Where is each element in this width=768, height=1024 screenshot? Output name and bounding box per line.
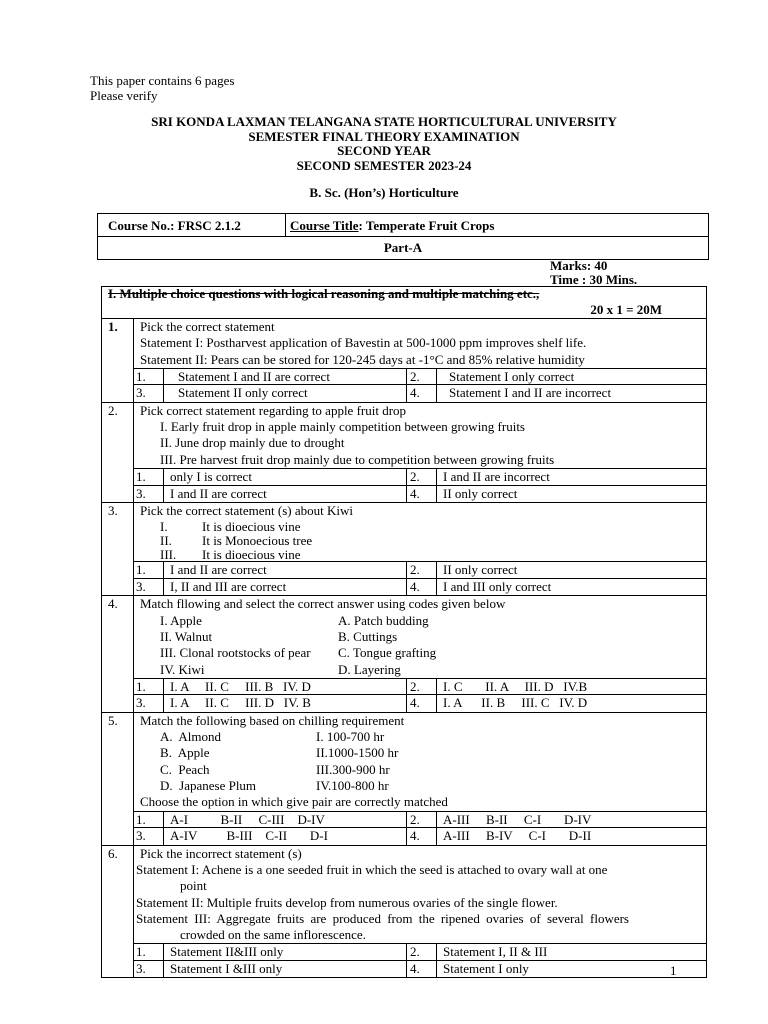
statement-line: III. Pre harvest fruit drop mainly due to competition between growing fruits xyxy=(160,451,555,467)
option-number: 1. xyxy=(134,369,164,385)
pages-count-note: This paper contains 6 pages xyxy=(90,73,235,88)
option-text: I and II are incorrect xyxy=(443,469,550,485)
option-text: Statement I, II & III xyxy=(443,944,548,960)
question-3 xyxy=(102,503,706,596)
options-grid xyxy=(134,368,706,402)
exam-name: SEMESTER FINAL THEORY EXAMINATION xyxy=(248,128,520,144)
question-number: 3. xyxy=(102,503,134,595)
option-number: 4. xyxy=(407,385,437,402)
course-number: Course No.: FRSC 2.1.2 xyxy=(98,214,286,236)
option-number: 2. xyxy=(407,812,437,828)
course-title-label: Course Title xyxy=(290,218,359,233)
option-text: Statement II only correct xyxy=(164,385,407,402)
option-text: I and III only correct xyxy=(443,578,552,594)
option-text: A-IV B-III C-II D-I xyxy=(164,828,407,845)
option-number: 1. xyxy=(134,812,164,828)
question-stem: Pick the correct statement xyxy=(140,319,275,334)
options-grid xyxy=(134,561,706,595)
course-info-table xyxy=(97,213,709,260)
section-title: I. Multiple choice questions with logical reasoning and multiple matching etc., xyxy=(108,286,540,301)
course-title-value: : Temperate Fruit Crops xyxy=(358,218,495,233)
question-number: 4. xyxy=(102,596,134,711)
statement-line: I. It is dioecious vine xyxy=(160,519,301,535)
option-text: II only correct xyxy=(443,562,518,578)
university-name: SRI KONDA LAXMAN TELANGANA STATE HORTICULTURAL UNIVERSITY xyxy=(151,114,617,129)
questions-table xyxy=(101,286,707,978)
statement-line: point xyxy=(180,878,207,894)
option-number: 3. xyxy=(134,486,164,503)
option-number: 1. xyxy=(134,562,164,578)
statement-line: III. It is dioecious vine xyxy=(160,547,301,563)
semester-label: SECOND SEMESTER 2023-24 xyxy=(296,157,472,173)
option-number: 4. xyxy=(407,828,437,845)
question-4 xyxy=(102,596,706,712)
statement-line: I. Early fruit drop in apple mainly competition between growing fruits xyxy=(160,419,525,435)
option-number: 3. xyxy=(134,579,164,596)
match-pair: II. Walnut B. Cuttings xyxy=(160,628,398,644)
option-number: 1. xyxy=(134,679,164,695)
part-label: Part-A xyxy=(383,240,423,255)
statement-line: Statement III: Aggregate fruits are produced from the ripened ovaries of several flowers xyxy=(136,910,629,926)
question-stem: Pick the incorrect statement (s) xyxy=(140,845,302,861)
match-pair: III. Clonal rootstocks of pear C. Tongue grafting xyxy=(160,645,437,661)
page-notice xyxy=(90,73,234,103)
option-text: I and II are correct xyxy=(164,486,407,503)
option-text: A-I B-II C-III D-IV xyxy=(164,812,407,828)
option-number: 4. xyxy=(407,486,437,503)
statement-line: Statement I: Postharvest application of Bavestin at 500-1000 ppm improves shelf life. xyxy=(140,335,587,351)
question-number: 6. xyxy=(102,846,134,978)
match-pair: D. Japanese Plum IV.100-800 hr xyxy=(160,778,389,794)
verify-note: Please verify xyxy=(90,88,158,103)
option-number: 1. xyxy=(134,469,164,485)
option-text: A-III B-IV C-I D-II xyxy=(443,828,592,844)
option-text: I. A II. C III. D IV. B xyxy=(164,695,407,712)
question-stem: Pick the correct statement (s) about Kiwi xyxy=(140,503,353,519)
option-text: A-III B-II C-I D-IV xyxy=(443,811,592,827)
option-number: 4. xyxy=(407,579,437,596)
question-stem: Pick correct statement regarding to apple fruit drop xyxy=(140,402,407,418)
question-6 xyxy=(102,846,706,978)
option-number: 4. xyxy=(407,961,437,978)
option-text: Statement I &III only xyxy=(164,961,407,978)
question-number: 2. xyxy=(102,403,134,502)
statement-line: II. It is Monoecious tree xyxy=(160,533,313,549)
exam-header xyxy=(0,114,768,172)
option-number: 4. xyxy=(407,695,437,712)
time-allowed: Time : 30 Mins. xyxy=(550,272,638,287)
option-text: Statement I only xyxy=(443,960,529,976)
option-number: 3. xyxy=(134,695,164,712)
question-instruction: Choose the option in which give pair are correctly matched xyxy=(140,794,448,810)
total-marks: Marks: 40 xyxy=(550,258,608,273)
option-text: Statement I only correct xyxy=(449,368,575,384)
statement-line: Statement II: Multiple fruits develop from numerous ovaries of the single flower. xyxy=(136,894,558,910)
option-text: I, II and III are correct xyxy=(164,579,407,596)
program-name: B. Sc. (Hon’s) Horticulture xyxy=(309,185,459,200)
match-pair: I. Apple A. Patch budding xyxy=(160,612,429,628)
question-1 xyxy=(102,319,706,403)
option-number: 3. xyxy=(134,828,164,845)
option-number: 1. xyxy=(134,944,164,960)
statement-line: Statement I: Achene is a one seeded fruit in which the seed is attached to ovary wall at one xyxy=(136,861,608,877)
option-number: 2. xyxy=(407,679,437,695)
match-pair: IV. Kiwi D. Layering xyxy=(160,661,401,677)
option-text: I and II are correct xyxy=(164,562,407,578)
question-5 xyxy=(102,713,706,846)
options-grid xyxy=(134,468,706,502)
year-label: SECOND YEAR xyxy=(337,143,431,158)
marks-block xyxy=(550,258,637,286)
match-pair: B. Apple II.1000-1500 hr xyxy=(160,745,399,761)
statement-line: crowded on the same inflorescence. xyxy=(180,927,366,943)
options-grid xyxy=(134,678,706,712)
section-header xyxy=(102,287,706,319)
section-score: 20 x 1 = 20M xyxy=(590,302,662,317)
match-pair: A. Almond I. 100-700 hr xyxy=(160,729,385,745)
option-text: I. C II. A III. D IV.B xyxy=(443,678,588,694)
question-2 xyxy=(102,403,706,503)
option-text: I. A II. C III. B IV. D xyxy=(164,679,407,695)
option-number: 2. xyxy=(407,469,437,485)
question-stem: Match fllowing and select the correct answer using codes given below xyxy=(140,596,506,612)
options-grid xyxy=(134,811,706,845)
page-number: 1 xyxy=(670,963,677,978)
statement-line: Statement II: Pears can be stored for 120-245 days at -1°C and 85% relative humidity xyxy=(140,351,585,367)
option-number: 2. xyxy=(407,944,437,960)
option-number: 3. xyxy=(134,961,164,978)
question-stem: Match the following based on chilling requirement xyxy=(140,712,405,728)
option-text: only I is correct xyxy=(164,469,407,485)
option-number: 2. xyxy=(407,369,437,385)
option-text: II only correct xyxy=(443,485,518,501)
option-text: Statement I and II are incorrect xyxy=(449,385,612,401)
statement-line: II. June drop mainly due to drought xyxy=(160,435,345,451)
course-title xyxy=(286,214,494,236)
option-number: 2. xyxy=(407,562,437,578)
option-text: I. A II. B III. C IV. D xyxy=(443,695,588,711)
question-number: 1. xyxy=(102,319,134,402)
option-number: 3. xyxy=(134,385,164,402)
match-pair: C. Peach III.300-900 hr xyxy=(160,761,390,777)
option-text: Statement I and II are correct xyxy=(164,369,407,385)
question-number: 5. xyxy=(102,713,134,845)
options-grid xyxy=(134,943,706,977)
option-text: Statement II&III only xyxy=(164,944,407,960)
